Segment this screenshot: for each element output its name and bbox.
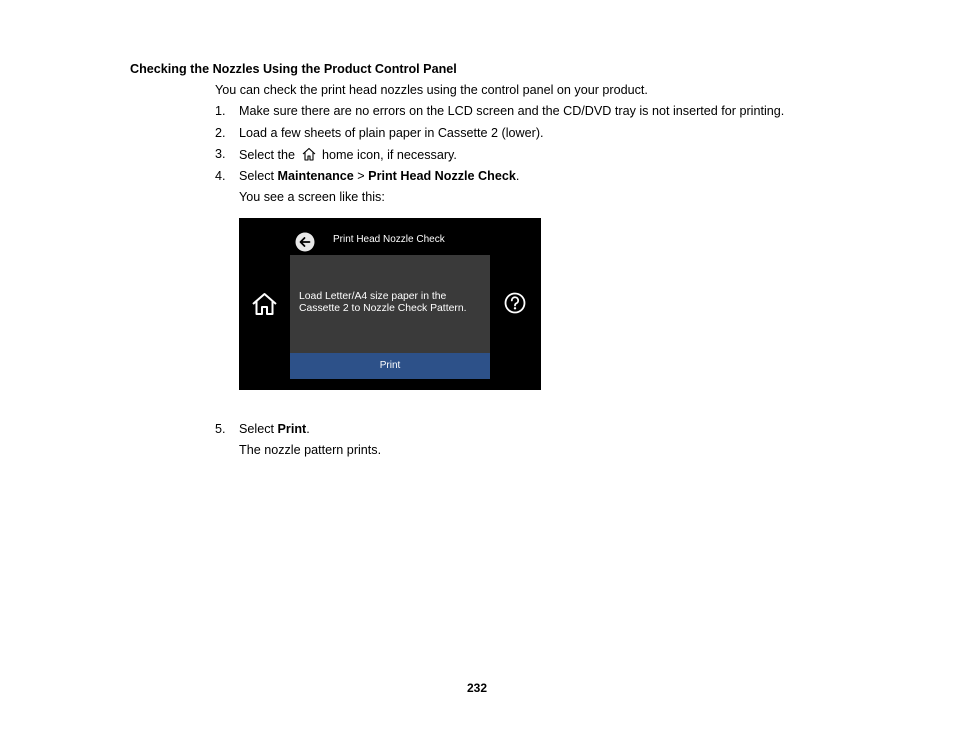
intro-text: You can check the print head nozzles using the control panel on your product. — [215, 83, 648, 97]
step-5-text — [239, 422, 310, 436]
step-4-post: . — [515, 169, 520, 183]
step-5-post: . — [306, 422, 310, 436]
you-see-text: You see a screen like this: — [239, 190, 385, 204]
result-text: The nozzle pattern prints. — [239, 443, 382, 457]
lcd-message-line-2: Cassette 2 to Nozzle Check Pattern. — [299, 303, 467, 314]
step-3-text — [239, 147, 457, 162]
page-number: 232 — [466, 681, 488, 695]
step-2-text: Load a few sheets of plain paper in Cassette 2 (lower). — [239, 126, 544, 140]
step-1-text: Make sure there are no errors on the LCD screen and the CD/DVD tray is not inserted for printing. — [239, 104, 785, 118]
step-4-text — [239, 169, 519, 183]
home-icon — [301, 147, 317, 161]
lcd-message — [299, 291, 466, 315]
step-3-post: home icon, if necessary. — [322, 148, 457, 162]
step-4-separator: > — [353, 169, 369, 183]
step-3-number: 3. — [215, 147, 226, 161]
step-5-number: 5. — [215, 422, 226, 436]
step-1-number: 1. — [215, 104, 226, 118]
lcd-message-line-1: Load Letter/A4 size paper in the — [299, 291, 447, 302]
lcd-title: Print Head Nozzle Check — [333, 234, 445, 245]
section-heading: Checking the Nozzles Using the Product Control Panel — [130, 62, 457, 76]
lcd-message-panel — [290, 255, 490, 379]
step-4-pre: Select — [239, 169, 278, 183]
print-button[interactable]: Print — [290, 353, 490, 379]
home-icon[interactable] — [251, 292, 278, 316]
step-2-number: 2. — [215, 126, 226, 140]
nozzle-check-menu-label: Print Head Nozzle Check — [368, 169, 516, 183]
step-5-pre: Select — [239, 422, 278, 436]
print-label: Print — [277, 422, 307, 436]
back-arrow-icon[interactable] — [295, 232, 315, 252]
help-icon[interactable] — [504, 292, 526, 314]
maintenance-menu-label: Maintenance — [277, 169, 354, 183]
step-3-pre: Select the — [239, 148, 296, 162]
lcd-screen-image — [239, 218, 541, 390]
step-4-number: 4. — [215, 169, 226, 183]
